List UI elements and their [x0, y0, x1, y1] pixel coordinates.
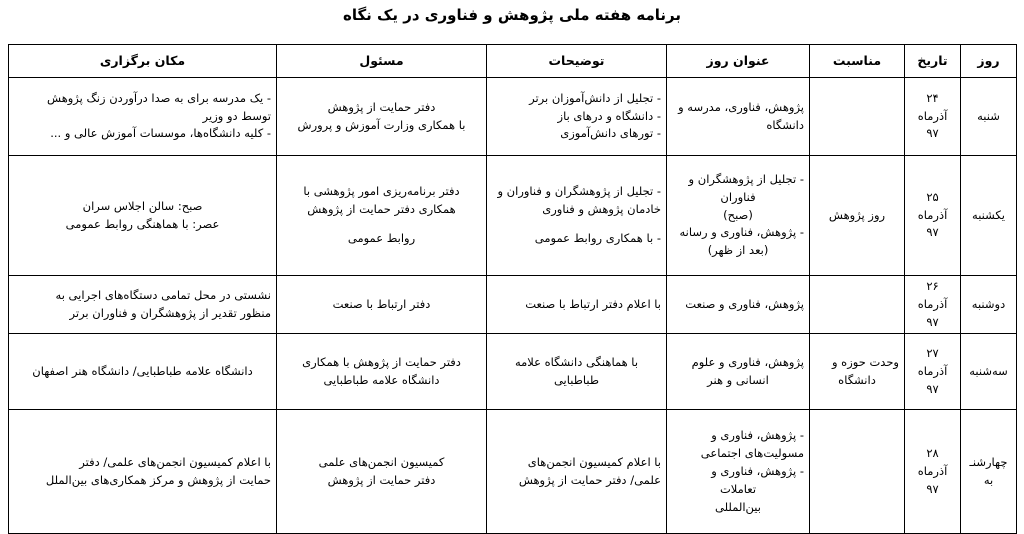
cell-description	[487, 78, 667, 156]
cell-venue	[9, 156, 277, 276]
cell-responsible	[277, 334, 487, 410]
date-line: ۲۶ آذرماه	[917, 279, 948, 311]
page-title: برنامه هفته ملی پژوهش و فناوری در یک نگاه	[342, 6, 682, 24]
cell-venue	[9, 78, 277, 156]
cell-day	[961, 334, 1017, 410]
venue-line: دانشگاه علامه طباطبایی/ دانشگاه هنر اصفهان	[32, 364, 253, 379]
cell-occasion	[810, 78, 905, 156]
date-line: ۲۴	[926, 90, 939, 105]
cell-occasion	[810, 410, 905, 534]
resp-line: دفتر حمایت از پژوهش	[327, 99, 436, 114]
cell-responsible	[277, 78, 487, 156]
desc-line: با اعلام دفتر ارتباط با صنعت	[525, 296, 661, 311]
cell-responsible	[277, 156, 487, 276]
cell-responsible	[277, 410, 487, 534]
cell-description	[487, 156, 667, 276]
title-line: بین‌المللی	[715, 499, 761, 514]
cell-description	[487, 410, 667, 534]
resp-line: با همکاری وزارت آموزش و پرورش	[297, 117, 466, 132]
occasion-line: روز پژوهش	[828, 207, 886, 222]
title-line: دانشگاه	[766, 117, 804, 132]
cell-day-title	[667, 276, 810, 334]
title-line: تعاملات	[719, 481, 757, 496]
resp-line: دفتر ارتباط با صنعت	[332, 296, 431, 311]
cell-day-title	[667, 410, 810, 534]
date-line: ۹۷	[926, 381, 939, 396]
cell-occasion	[810, 334, 905, 410]
table-row	[9, 156, 1017, 276]
header-venue: مکان برگزاری	[9, 45, 277, 78]
cell-venue	[9, 334, 277, 410]
venue-line: عصر: با هماهنگی روابط عمومی	[65, 216, 220, 231]
header-responsible: مسئول	[277, 45, 487, 78]
cell-day	[961, 78, 1017, 156]
desc-line: با هماهنگی دانشگاه علامه	[514, 355, 639, 370]
date-line: آذرماه	[917, 364, 948, 379]
header-description: توضیحات	[487, 45, 667, 78]
date-line: ۲۸	[926, 446, 939, 461]
title-line: - تجلیل از پژوهشگران و	[688, 171, 804, 186]
date-line: آذرماه	[917, 108, 948, 123]
occasion-line: دانشگاه	[838, 372, 876, 387]
venue-line: - کلیه دانشگاه‌ها، موسسات آموزش عالی و ...	[50, 126, 271, 141]
day-name: چهارشنـ	[969, 455, 1008, 470]
day-name: شنبه	[977, 108, 1000, 123]
day-name: دوشنبه	[971, 296, 1006, 311]
day-name: به	[983, 472, 994, 487]
cell-occasion	[810, 156, 905, 276]
header-date: تاریخ	[905, 45, 961, 78]
venue-line: حمایت از پژوهش و مرکز همکاری‌های بین‌الملل	[45, 472, 271, 487]
title-line: پژوهش، فناوری، مدرسه و	[678, 99, 804, 114]
resp-line: کمیسیون انجمن‌های علمی	[318, 455, 445, 470]
header-day: روز	[961, 45, 1017, 78]
header-occasion: مناسبت	[810, 45, 905, 78]
cell-venue	[9, 410, 277, 534]
cell-day-title	[667, 156, 810, 276]
title-line: پژوهش، فناوری و صنعت	[685, 296, 804, 311]
date-line: ۹۷	[926, 225, 939, 240]
title-line: انسانی و هنر	[707, 372, 769, 387]
venue-line: - یک مدرسه برای به صدا درآوردن زنگ پژوهش	[47, 90, 271, 105]
title-line: (بعد از ظهر)	[707, 243, 769, 258]
date-line: آذرماه	[917, 464, 948, 479]
cell-occasion	[810, 276, 905, 334]
date-line: ۹۷	[926, 314, 939, 329]
resp-line: همکاری دفتر حمایت از پژوهش	[307, 201, 456, 216]
date-line: ۲۵	[926, 189, 939, 204]
cell-date	[905, 156, 961, 276]
header-day-title: عنوان روز	[667, 45, 810, 78]
desc-line: - با همکاری روابط عمومی	[534, 231, 661, 246]
title-line: - پژوهش، فناوری و	[711, 428, 804, 443]
cell-date	[905, 276, 961, 334]
desc-line: خادمان پژوهش و فناوری	[542, 201, 661, 216]
title-line: مسولیت‌های اجتماعی	[700, 446, 804, 461]
cell-description	[487, 276, 667, 334]
venue-line: توسط دو وزیر	[202, 108, 271, 123]
cell-date	[905, 410, 961, 534]
cell-date	[905, 334, 961, 410]
cell-date	[905, 78, 961, 156]
title-line: پژوهش، فناوری و علوم	[691, 355, 804, 370]
cell-day	[961, 410, 1017, 534]
resp-line: روابط عمومی	[347, 231, 416, 246]
title-line: فناوران	[720, 189, 756, 204]
resp-line: دفتر حمایت از پژوهش	[327, 472, 436, 487]
table-row	[9, 276, 1017, 334]
desc-line: - دانشگاه و درهای باز	[557, 108, 661, 123]
table-row	[9, 334, 1017, 410]
day-name: سه‌شنبه	[969, 364, 1008, 379]
table-row	[9, 78, 1017, 156]
date-line: ۲۷	[926, 346, 939, 361]
date-line: آذرماه	[917, 207, 948, 222]
venue-line: با اعلام کمیسیون انجمن‌های علمی/ دفتر	[79, 455, 271, 470]
date-line: ۹۷	[926, 481, 939, 496]
schedule-table	[8, 44, 1017, 534]
desc-line: طباطبایی	[553, 372, 600, 387]
cell-description	[487, 334, 667, 410]
venue-line: منظور تقدیر از پژوهشگران و فناوران برتر	[69, 305, 271, 320]
resp-line: دفتر برنامه‌ریزی امور پژوهشی با	[303, 183, 460, 198]
cell-day	[961, 276, 1017, 334]
day-name: یکشنبه	[972, 207, 1005, 222]
cell-day-title	[667, 334, 810, 410]
cell-day-title	[667, 78, 810, 156]
occasion-line: وحدت حوزه و	[831, 355, 899, 370]
desc-line: علمی/ دفتر حمایت از پژوهش	[518, 472, 661, 487]
date-line: ۹۷	[926, 126, 939, 141]
resp-line: دانشگاه علامه طباطبایی	[323, 372, 440, 387]
resp-line: دفتر حمایت از پژوهش با همکاری	[302, 355, 461, 370]
cell-responsible	[277, 276, 487, 334]
desc-line: - تورهای دانش‌آموزی	[560, 126, 661, 141]
title-line: (صبح)	[723, 207, 753, 222]
desc-line: - تجلیل از پژوهشگران و فناوران و	[497, 183, 661, 198]
title-line: - پژوهش، فناوری و	[711, 464, 804, 479]
desc-line: با اعلام کمیسیون انجمن‌های	[527, 455, 661, 470]
desc-line: - تجلیل از دانش‌آموزان برتر	[529, 90, 661, 105]
title-line: - پژوهش، فناوری و رسانه	[679, 225, 804, 240]
venue-line: صبح: سالن اجلاس سران	[82, 198, 203, 213]
cell-venue	[9, 276, 277, 334]
header-row	[9, 45, 1017, 78]
venue-line: نشستی در محل تمامی دستگاه‌های اجرایی به	[55, 287, 271, 302]
cell-day	[961, 156, 1017, 276]
table-row	[9, 410, 1017, 534]
